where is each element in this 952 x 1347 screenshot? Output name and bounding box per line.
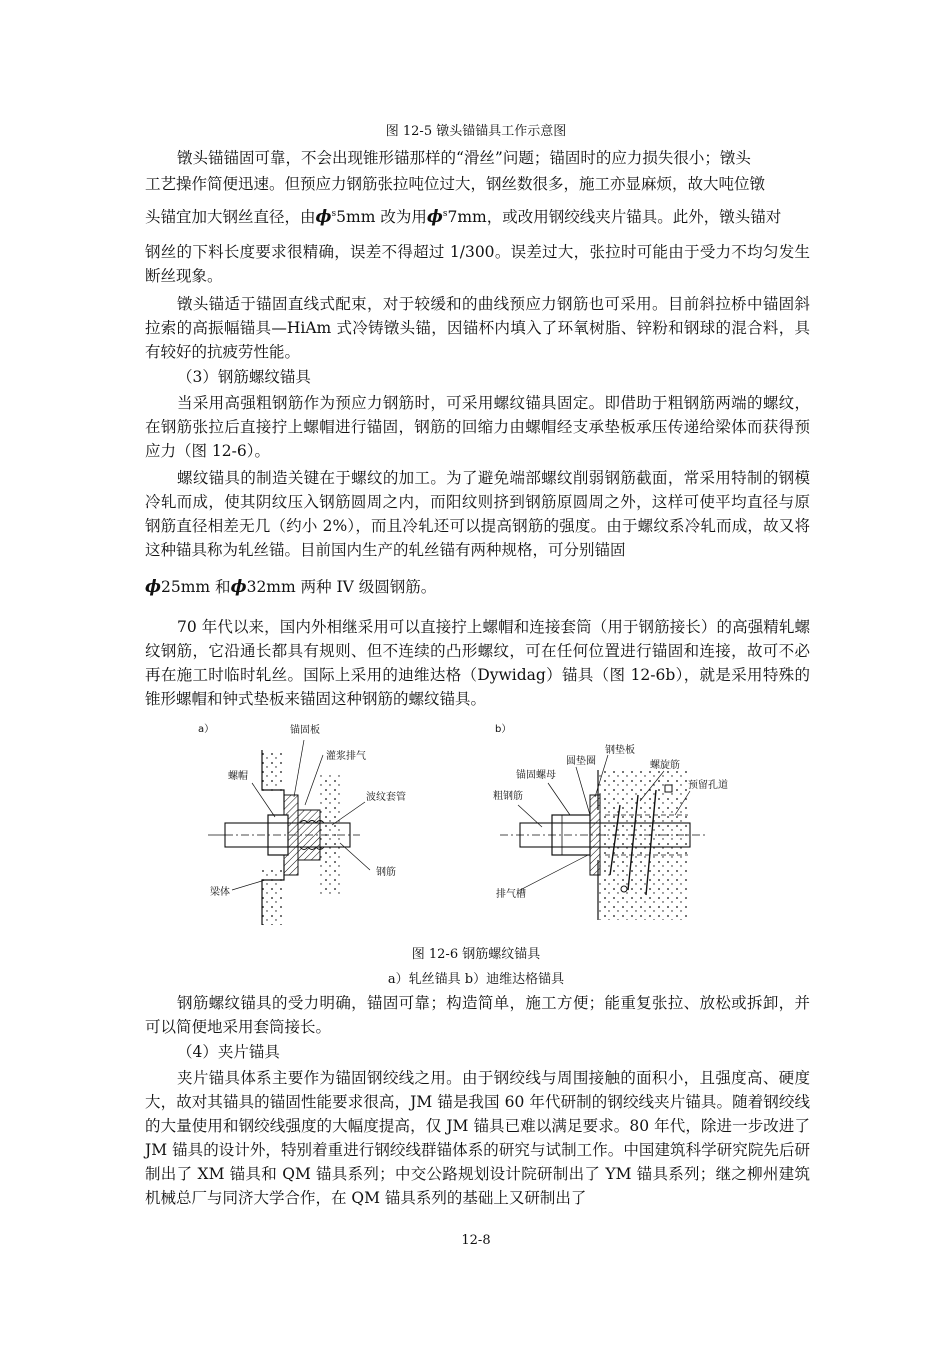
paragraph: 镦头锚适于锚固直线式配束，对于较缓和的曲线预应力钢筋也可采用。目前斜拉桥中锚固斜拉索的高振幅锚具—HiAm 式冷铸镦头锚，因锚杯内填入了环氧树脂、锌粉和钢球的混合料，具有较好的抗疲劳性能。 bbox=[145, 295, 810, 361]
phi-symbol: ϕ bbox=[230, 577, 247, 597]
figure-12-5-caption: 图 12-5 镦头锚锚具工作示意图 bbox=[385, 124, 567, 139]
superscript-s: s bbox=[442, 208, 448, 219]
section-heading: （4）夹片锚具 bbox=[177, 1043, 280, 1061]
section-heading: （3）钢筋螺纹锚具 bbox=[177, 368, 311, 386]
label-steel-bearing-plate: 钢垫板 bbox=[605, 745, 635, 756]
label-round-washer: 圆垫圈 bbox=[566, 756, 596, 767]
phi-symbol: ϕ bbox=[315, 207, 332, 227]
figure-12-6-diagram bbox=[180, 715, 740, 935]
label-spiral-reinforcement: 螺旋筋 bbox=[650, 760, 680, 771]
text-span: 25mm 和 bbox=[161, 578, 231, 596]
label-beam-body: 梁体 bbox=[210, 887, 230, 898]
paragraph-line: 镦头锚锚固可靠，不会出现锥形锚那样的“滑丝”问题；锚固时的应力损失很小；镦头 bbox=[177, 149, 751, 167]
text-span: 头锚宜加大钢丝直径，由 bbox=[145, 208, 316, 226]
paragraph: 当采用高强粗钢筋作为预应力钢筋时，可采用螺纹锚具固定。即借助于粗钢筋两端的螺纹，在钢筋张拉后直接拧上螺帽进行锚固，钢筋的回缩力由螺帽经支承垫板承压传递给梁体而获得预应力（图 12-6）。 bbox=[145, 394, 810, 460]
text-span: 5mm 改为用 bbox=[336, 208, 427, 226]
text-span: 32mm 两种 IV 级圆钢筋。 bbox=[246, 578, 437, 596]
label-thick-rebar: 粗钢筋 bbox=[493, 791, 523, 802]
paragraph: 钢筋螺纹锚具的受力明确，锚固可靠；构造简单，施工方便；能重复张拉、放松或拆卸，并可以简便地采用套筒接长。 bbox=[145, 994, 810, 1036]
label-nut: 螺帽 bbox=[228, 771, 248, 782]
text-span: 7mm，或改用钢绞线夹片锚具。此外，镦头锚对 bbox=[447, 208, 782, 226]
figure-12-6-caption: 图 12-6 钢筋螺纹锚具 bbox=[411, 947, 541, 962]
paragraph-line-with-symbols bbox=[145, 205, 810, 227]
paragraph-line-with-symbols bbox=[145, 575, 810, 597]
panel-b-label: b） bbox=[495, 724, 512, 735]
paragraph: 70 年代以来，国内外相继采用可以直接拧上螺帽和连接套筒（用于钢筋接长）的高强精轧螺纹钢筋，它沿通长都具有规则、但不连续的凸形螺纹，可在任何位置进行锚固和连接，故可不必再在施工时临时轧丝。国际上采用的迪维达格（Dywidag）锚具（图 12-6b），就是采用特殊的锥形螺帽和钟式垫板来锚固这种钢筋的螺纹锚具。 bbox=[145, 618, 810, 708]
paragraph: 夹片锚具体系主要作为锚固钢绞线之用。由于钢绞线与周围接触的面积小，且强度高、硬度大，故对其锚具的锚固性能要求很高，JM 锚是我国 60 年代研制的钢绞线夹片锚具。随着钢绞线的大量使用和钢绞线强度的大幅度提高，仅 JM 锚具已难以满足要求。80 年代，除进一步改进了 JM 锚具的设计外，特别着重进行钢绞线群锚体系的研究与试制工作。中国建筑科学研究院先后研制出了 XM 锚具和 QM 锚具系列；中交公路规划设计院研制出了 YM 锚具系列；继之柳州建筑机械总厂与同济大学合作，在 QM 锚具系列的基础上又研制出了 bbox=[145, 1069, 810, 1207]
superscript-s: s bbox=[331, 208, 337, 219]
label-corrugated-duct: 波纹套管 bbox=[366, 792, 406, 803]
label-rebar: 钢筋 bbox=[376, 867, 396, 878]
label-grout-vent: 灌浆排气 bbox=[326, 751, 366, 762]
figure-12-6-subcaption: a）轧丝锚具 b）迪维达格锚具 bbox=[387, 972, 565, 987]
phi-symbol: ϕ bbox=[426, 207, 443, 227]
label-reserved-duct: 预留孔道 bbox=[688, 780, 728, 791]
panel-a-label: a） bbox=[198, 724, 215, 735]
label-anchor-nut: 锚固螺母 bbox=[516, 770, 556, 781]
paragraph: 螺纹锚具的制造关键在于螺纹的加工。为了避免端部螺纹削弱钢筋截面，常采用特制的钢模冷轧而成，使其阴纹压入钢筋圆周之内，而阳纹则挤到钢筋原圆周之外，这样可使平均直径与原钢筋直径相差无几（约小 2%），而且冷轧还可以提高钢筋的强度。由于螺纹系冷轧而成，故又将这种锚具称为轧丝锚。目前国内生产的轧丝锚有两种规格，可分别锚固 bbox=[145, 469, 810, 559]
paragraph: 钢丝的下料长度要求很精确，误差不得超过 1/300。误差过大，张拉时可能由于受力不均匀发生断丝现象。 bbox=[145, 243, 810, 285]
label-vent-groove: 排气槽 bbox=[496, 889, 526, 900]
label-anchor-plate: 锚固板 bbox=[290, 725, 320, 736]
phi-symbol: ϕ bbox=[145, 577, 162, 597]
panel-a-drawing bbox=[208, 740, 370, 925]
paragraph-line: 工艺操作简便迅速。但预应力钢筋张拉吨位过大，钢丝数很多，施工亦显麻烦，故大吨位镦 bbox=[145, 175, 766, 193]
page-number: 12-8 bbox=[461, 1233, 491, 1248]
